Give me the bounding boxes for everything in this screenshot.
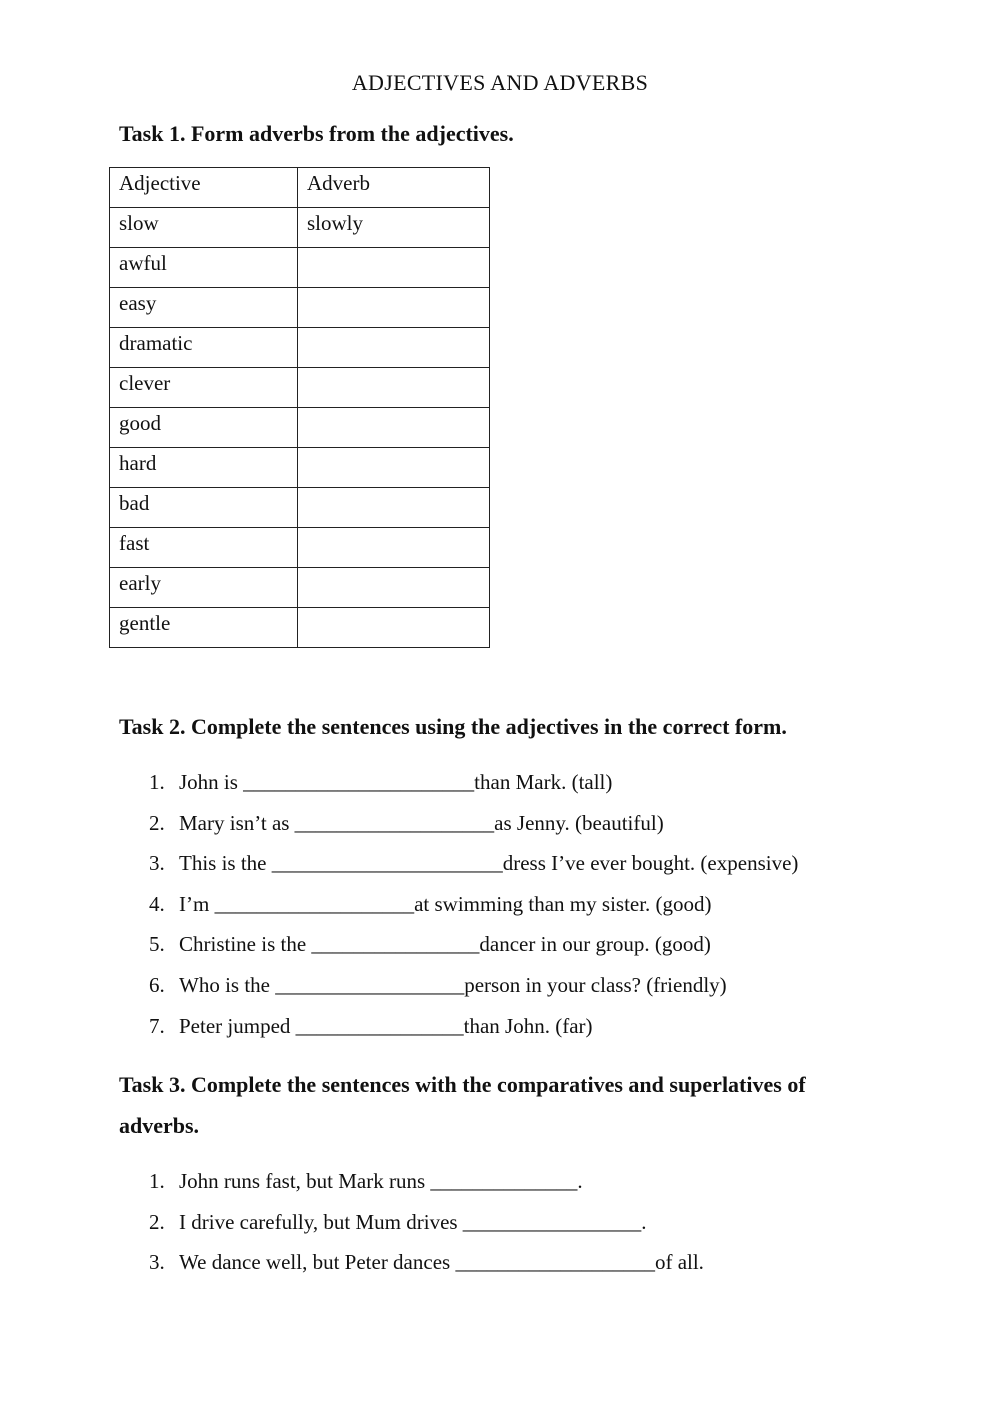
table-row [110,448,490,488]
table-row [110,528,490,568]
table-header-row [110,168,490,208]
task3-heading: Task 3. Complete the sentences with the comparatives and superlatives of adverbs. [119,1072,806,1138]
table-row [110,568,490,608]
item-sentence: Christine is the ________________dancer in our group. (good) [179,932,711,957]
table-row [110,328,490,368]
header-adjective: Adjective [110,168,298,208]
table-row [110,248,490,288]
adverb-cell [298,568,490,608]
adjective-cell: easy [110,288,298,328]
adjective-cell: fast [110,528,298,568]
adjective-cell: hard [110,448,298,488]
adverb-cell [298,448,490,488]
adverb-cell [298,408,490,448]
table-row [110,608,490,648]
adjective-cell: slow [110,208,298,248]
adjective-adverb-table [109,167,490,648]
item-number: 4. [149,891,165,916]
item-number: 6. [149,972,165,997]
adjective-cell: bad [110,488,298,528]
item-number: 3. [149,1250,165,1275]
adjective-cell: awful [110,248,298,288]
adverb-cell [298,328,490,368]
adverb-cell [298,248,490,288]
adjective-cell: dramatic [110,328,298,368]
item-sentence: I drive carefully, but Mum drives _________________. [179,1209,647,1234]
item-sentence: John runs fast, but Mark runs ______________. [179,1169,583,1193]
adjective-cell: gentle [110,608,298,648]
adjective-cell: early [110,568,298,608]
adverb-cell [298,488,490,528]
adverb-cell [298,288,490,328]
adjective-cell: good [110,408,298,448]
table-row [110,208,490,248]
adverb-cell [298,528,490,568]
item-number: 2. [149,810,165,835]
adverb-cell: slowly [298,208,490,248]
header-adverb: Adverb [298,168,490,208]
item-sentence: Mary isn’t as ___________________as Jenny. (beautiful) [179,810,664,835]
task1-heading: Task 1. Form adverbs from the adjectives. [119,121,514,146]
item-number: 3. [149,851,165,876]
task2-heading: Task 2. Complete the sentences using the adjectives in the correct form. [119,714,787,739]
item-sentence: We dance well, but Peter dances ___________________of all. [179,1250,704,1275]
table-row [110,408,490,448]
item-number: 2. [149,1209,165,1234]
adverb-cell [298,608,490,648]
adjective-cell: clever [110,368,298,408]
page-title: ADJECTIVES AND ADVERBS [351,70,649,95]
item-number: 5. [149,932,165,957]
adverb-cell [298,368,490,408]
item-sentence: This is the ______________________dress I’ve ever bought. (expensive) [179,851,799,876]
table-row [110,368,490,408]
item-number: 1. [149,770,165,794]
table-row [110,288,490,328]
table-row [110,488,490,528]
item-number: 1. [149,1169,165,1193]
item-sentence: Who is the __________________person in your class? (friendly) [179,972,727,997]
item-number: 7. [149,1013,165,1038]
item-sentence: I’m ___________________at swimming than my sister. (good) [179,891,712,916]
item-sentence: Peter jumped ________________than John. (far) [179,1013,593,1038]
item-sentence: John is ______________________than Mark. (tall) [179,770,613,794]
